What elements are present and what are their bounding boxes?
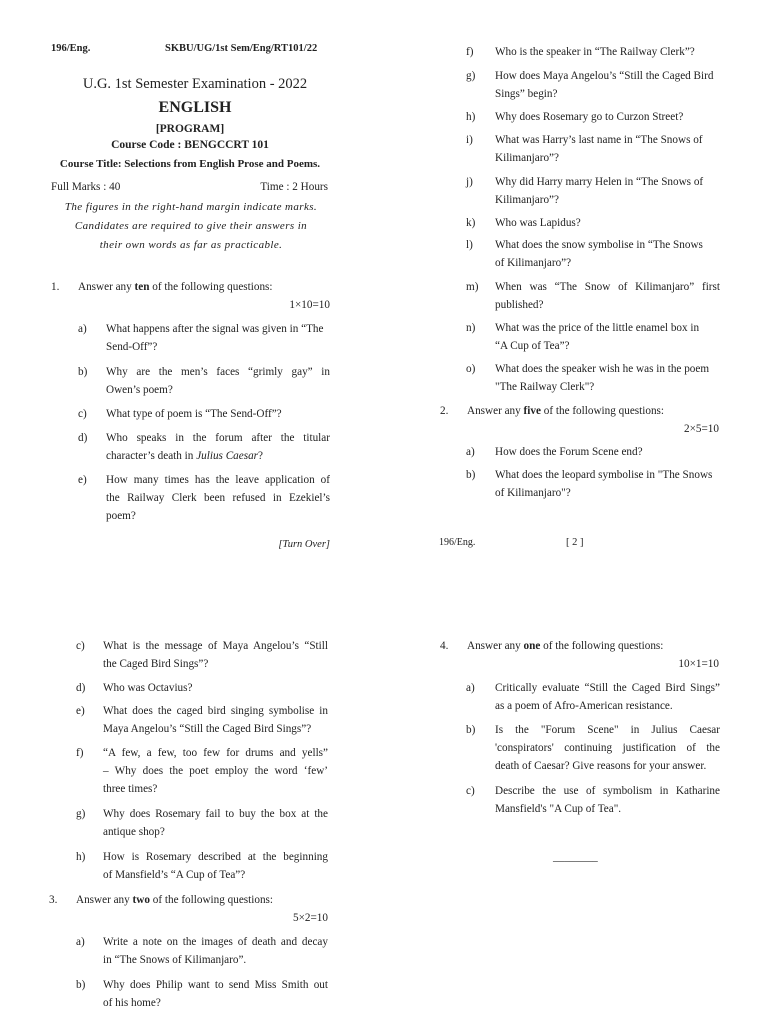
subject-heading: ENGLISH <box>158 99 232 116</box>
instructions <box>46 198 336 255</box>
item-text: Who is the speaker in “The Railway Clerk”? <box>495 46 695 58</box>
item-label: b) <box>466 469 476 481</box>
question-number: 4. <box>440 640 449 652</box>
item-text: Why does Rosemary go to Curzon Street? <box>495 111 684 123</box>
question-number: 1. <box>51 281 60 293</box>
item-text: Who was Lapidus? <box>495 217 581 229</box>
course-title: Course Title: Selections from English Prose and Poems. <box>59 158 321 170</box>
item-label: b) <box>78 366 88 378</box>
end-of-paper-mark: ________ <box>553 851 598 863</box>
item-label: f) <box>466 46 474 58</box>
item-text: How many times has the leave application of the Railway Clerk been refused in Ezekiel’s poem? <box>106 474 330 522</box>
item-text: Why does Philip want to send Miss Smith out of his home? <box>103 979 328 1009</box>
item-label: m) <box>466 281 479 293</box>
item-text: What happens after the signal was given in “The Send-Off”? <box>106 323 324 353</box>
item-text: Describe the use of symbolism in Katharine Mansfield's "A Cup of Tea". <box>495 785 720 815</box>
item-label: a) <box>78 323 87 335</box>
question-marks: 10×1=10 <box>678 658 719 670</box>
item-text: Why does Rosemary fail to buy the box at the antique shop? <box>103 808 328 838</box>
item-text: How does the Forum Scene end? <box>495 446 643 458</box>
question-instruction: Answer any two of the following questions: <box>76 894 274 906</box>
question-instruction: Answer any five of the following questions: <box>467 405 665 417</box>
item-text: What does the leopard symbolise in "The Snows of Kilimanjaro"? <box>495 469 713 499</box>
item-label: g) <box>76 808 86 820</box>
question-marks: 5×2=10 <box>293 912 328 924</box>
item-label: g) <box>466 70 476 82</box>
item-label: b) <box>466 724 476 736</box>
course-reference: SKBU/UG/1st Sem/Eng/RT101/22 <box>165 43 318 54</box>
item-label: k) <box>466 217 476 229</box>
footer-paper-code: 196/Eng. <box>439 537 476 548</box>
item-label: l) <box>466 239 473 251</box>
question-3 <box>49 891 329 931</box>
item-text: What is the message of Maya Angelou’s “Still the Caged Bird Sings”? <box>103 640 328 670</box>
item-text: Who speaks in the forum after the titular character’s death in Julius Caesar? <box>106 432 330 462</box>
page-3 <box>0 580 384 1024</box>
paper-code: 196/Eng. <box>51 43 91 54</box>
item-text: What does the snow symbolise in “The Snows of Kilimanjaro”? <box>495 239 703 269</box>
exam-title: U.G. 1st Semester Examination - 2022 <box>82 76 308 92</box>
question-number: 3. <box>49 894 58 906</box>
item-label: b) <box>76 979 86 991</box>
question-marks: 2×5=10 <box>684 423 719 435</box>
item-label: i) <box>466 134 473 146</box>
question-1 <box>51 278 331 318</box>
item-text: Write a note on the images of death and decay in “The Snows of Kilimanjaro”. <box>103 936 328 966</box>
item-label: c) <box>78 408 87 420</box>
item-label: f) <box>76 747 84 759</box>
item-text: How does Maya Angelou’s “Still the Caged Bird Sings” begin? <box>495 70 714 100</box>
item-text: Who was Octavius? <box>103 682 193 694</box>
course-code: Course Code : BENGCCRT 101 <box>111 139 269 151</box>
item-label: e) <box>78 474 87 486</box>
program-label: [PROGRAM] <box>155 123 225 135</box>
item-text: What does the speaker wish he was in the poem "The Railway Clerk"? <box>495 363 710 393</box>
item-label: j) <box>466 176 473 188</box>
item-text: Critically evaluate “Still the Caged Bird Sings” as a poem of Afro-American resistance. <box>495 682 720 712</box>
page-1 <box>0 0 384 580</box>
question-number: 2. <box>440 405 449 417</box>
item-label: c) <box>76 640 85 652</box>
question-2 <box>440 402 720 442</box>
question-instruction: Answer any one of the following questions: <box>467 640 664 652</box>
question-marks: 1×10=10 <box>289 299 330 311</box>
question-4 <box>440 637 720 677</box>
item-label: h) <box>76 851 86 863</box>
item-text: What was Harry’s last name in “The Snows of Kilimanjaro”? <box>495 134 703 164</box>
item-label: n) <box>466 322 476 334</box>
item-label: d) <box>76 682 86 694</box>
item-label: a) <box>76 936 85 948</box>
item-text: Why are the men’s faces “grimly gay” in Owen’s poem? <box>106 366 330 396</box>
item-label: h) <box>466 111 476 123</box>
instruction-line: their own words as far as practicable. <box>99 239 283 251</box>
item-text: Why did Harry marry Helen in “The Snows of Kilimanjaro”? <box>495 176 704 206</box>
item-text: Is the "Forum Scene" in Julius Caesar 'conspirators' continuing justification of the death of Caesar? Give reasons for your answer. <box>495 724 720 772</box>
turn-over-note: [Turn Over] <box>278 539 330 550</box>
item-text: “A few, a few, too few for drums and yells” – Why does the poet employ the word ‘few’ three times? <box>103 747 328 795</box>
full-marks: Full Marks : 40 <box>51 181 121 193</box>
item-text: How is Rosemary described at the beginning of Mansfield’s “A Cup of Tea”? <box>103 851 328 881</box>
item-label: d) <box>78 432 88 444</box>
exam-time: Time : 2 Hours <box>260 181 328 193</box>
question-instruction: Answer any ten of the following questions: <box>78 281 273 293</box>
item-text: What type of poem is “The Send-Off”? <box>106 408 282 420</box>
page-number: [ 2 ] <box>566 537 584 548</box>
item-text: What was the price of the little enamel box in “A Cup of Tea”? <box>495 322 700 352</box>
item-text: When was “The Snow of Kilimanjaro” first published? <box>495 281 720 311</box>
page-4 <box>384 580 768 1024</box>
item-label: a) <box>466 446 475 458</box>
item-label: e) <box>76 705 85 717</box>
item-text: What does the caged bird singing symbolise in Maya Angelou’s “Still the Caged Bird Sings”? <box>103 705 328 735</box>
instruction-line: The figures in the right-hand margin indicate marks. <box>64 201 318 213</box>
page-2 <box>384 0 768 580</box>
item-label: a) <box>466 682 475 694</box>
instruction-line: Candidates are required to give their answers in <box>74 220 308 232</box>
item-label: c) <box>466 785 475 797</box>
item-label: o) <box>466 363 476 375</box>
